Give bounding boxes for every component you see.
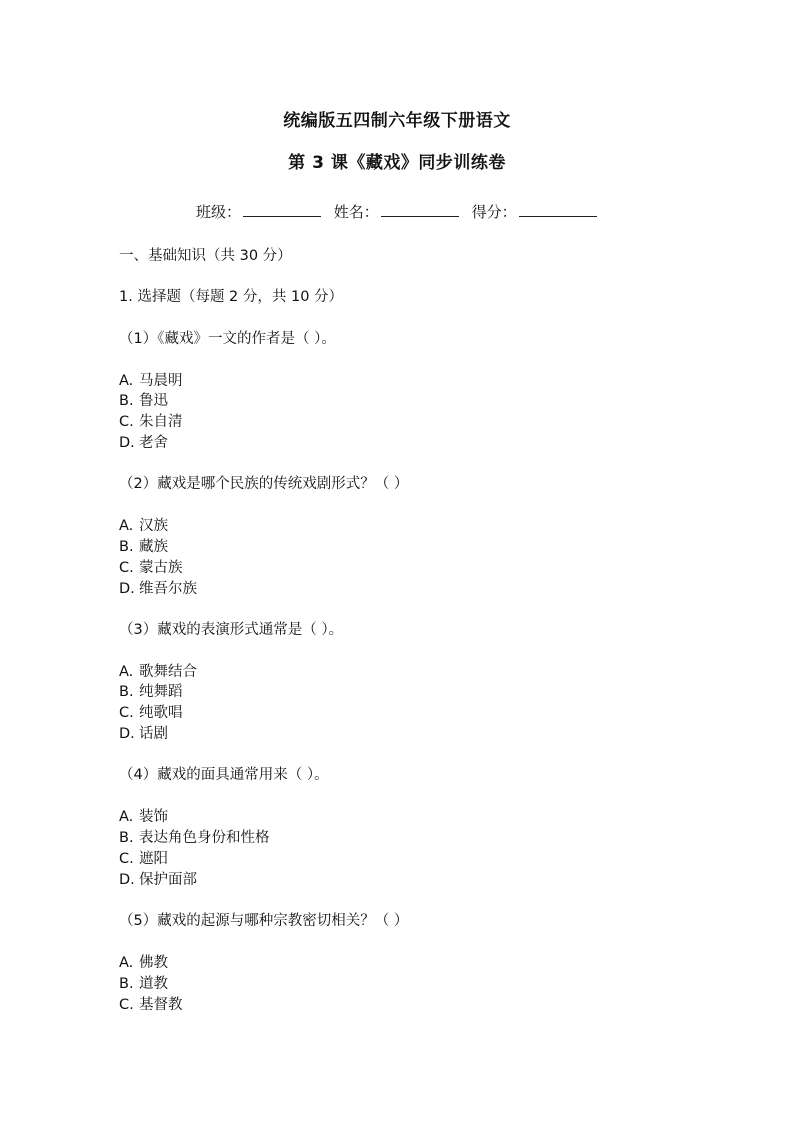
option-2d xyxy=(119,577,197,598)
option-key: D. xyxy=(119,581,135,597)
option-text: 朱自清 xyxy=(139,414,183,430)
option-key: B. xyxy=(119,830,134,846)
option-key: B. xyxy=(119,393,134,409)
section-heading: 一、基础知识（共 30 分） xyxy=(119,248,292,264)
option-text: 老舍 xyxy=(139,435,168,451)
option-3c xyxy=(119,701,183,722)
option-key: B. xyxy=(119,684,134,700)
option-text: 藏族 xyxy=(139,539,168,555)
option-text: 歌舞结合 xyxy=(139,664,197,680)
name-blank[interactable] xyxy=(381,202,459,217)
option-text: 佛教 xyxy=(139,955,168,971)
option-text: 基督教 xyxy=(139,997,183,1013)
question-4: （4）藏戏的面具通常用来（ ）。 xyxy=(119,767,329,783)
option-key: D. xyxy=(119,435,135,451)
option-key: D. xyxy=(119,726,135,742)
option-text: 装饰 xyxy=(139,809,168,825)
document-title: 统编版五四制六年级下册语文 xyxy=(283,111,511,131)
question-group-heading: 1. 选择题（每题 2 分，共 10 分） xyxy=(119,289,344,305)
option-text: 纯舞蹈 xyxy=(139,684,183,700)
score-blank[interactable] xyxy=(519,202,597,217)
option-key: B. xyxy=(119,539,134,555)
option-text: 遮阳 xyxy=(139,851,168,867)
option-text: 道教 xyxy=(139,976,168,992)
score-label: 得分： xyxy=(471,203,517,221)
option-3d xyxy=(119,722,168,743)
option-key: A. xyxy=(119,809,134,825)
question-1: （1）《藏戏》一文的作者是（ ）。 xyxy=(119,331,336,347)
question-5: （5）藏戏的起源与哪种宗教密切相关？（ ） xyxy=(119,913,409,929)
class-blank[interactable] xyxy=(243,202,321,217)
option-text: 话剧 xyxy=(139,726,168,742)
option-5c xyxy=(119,993,183,1014)
option-5a xyxy=(119,951,168,972)
option-1d xyxy=(119,431,168,452)
student-info-row xyxy=(196,201,605,222)
option-key: A. xyxy=(119,664,134,680)
option-key: B. xyxy=(119,976,134,992)
option-text: 汉族 xyxy=(139,518,168,534)
document-subtitle: 第 3 课《藏戏》同步训练卷 xyxy=(288,153,506,173)
name-label: 姓名： xyxy=(333,203,379,221)
option-text: 马晨明 xyxy=(139,373,183,389)
option-text: 蒙古族 xyxy=(139,560,183,576)
option-key: C. xyxy=(119,414,134,430)
option-4b xyxy=(119,826,270,847)
option-key: A. xyxy=(119,955,134,971)
option-text: 维吾尔族 xyxy=(139,581,197,597)
question-3: （3）藏戏的表演形式通常是（ ）。 xyxy=(119,622,344,638)
option-5b xyxy=(119,972,168,993)
option-2a xyxy=(119,514,168,535)
class-label: 班级： xyxy=(196,203,242,221)
option-text: 纯歌唱 xyxy=(139,705,183,721)
option-key: C. xyxy=(119,560,134,576)
option-text: 保护面部 xyxy=(139,872,197,888)
option-2c xyxy=(119,556,183,577)
option-3b xyxy=(119,680,183,701)
option-2b xyxy=(119,535,168,556)
option-text: 鲁迅 xyxy=(139,393,168,409)
option-4a xyxy=(119,805,168,826)
option-3a xyxy=(119,660,197,681)
question-2: （2）藏戏是哪个民族的传统戏剧形式？（ ） xyxy=(119,476,409,492)
option-key: C. xyxy=(119,997,134,1013)
option-key: A. xyxy=(119,518,134,534)
option-key: A. xyxy=(119,373,134,389)
option-1b xyxy=(119,389,168,410)
option-key: C. xyxy=(119,851,134,867)
option-4d xyxy=(119,868,197,889)
option-text: 表达角色身份和性格 xyxy=(139,830,270,846)
option-key: D. xyxy=(119,872,135,888)
option-1c xyxy=(119,410,183,431)
option-4c xyxy=(119,847,168,868)
option-1a xyxy=(119,369,183,390)
option-key: C. xyxy=(119,705,134,721)
